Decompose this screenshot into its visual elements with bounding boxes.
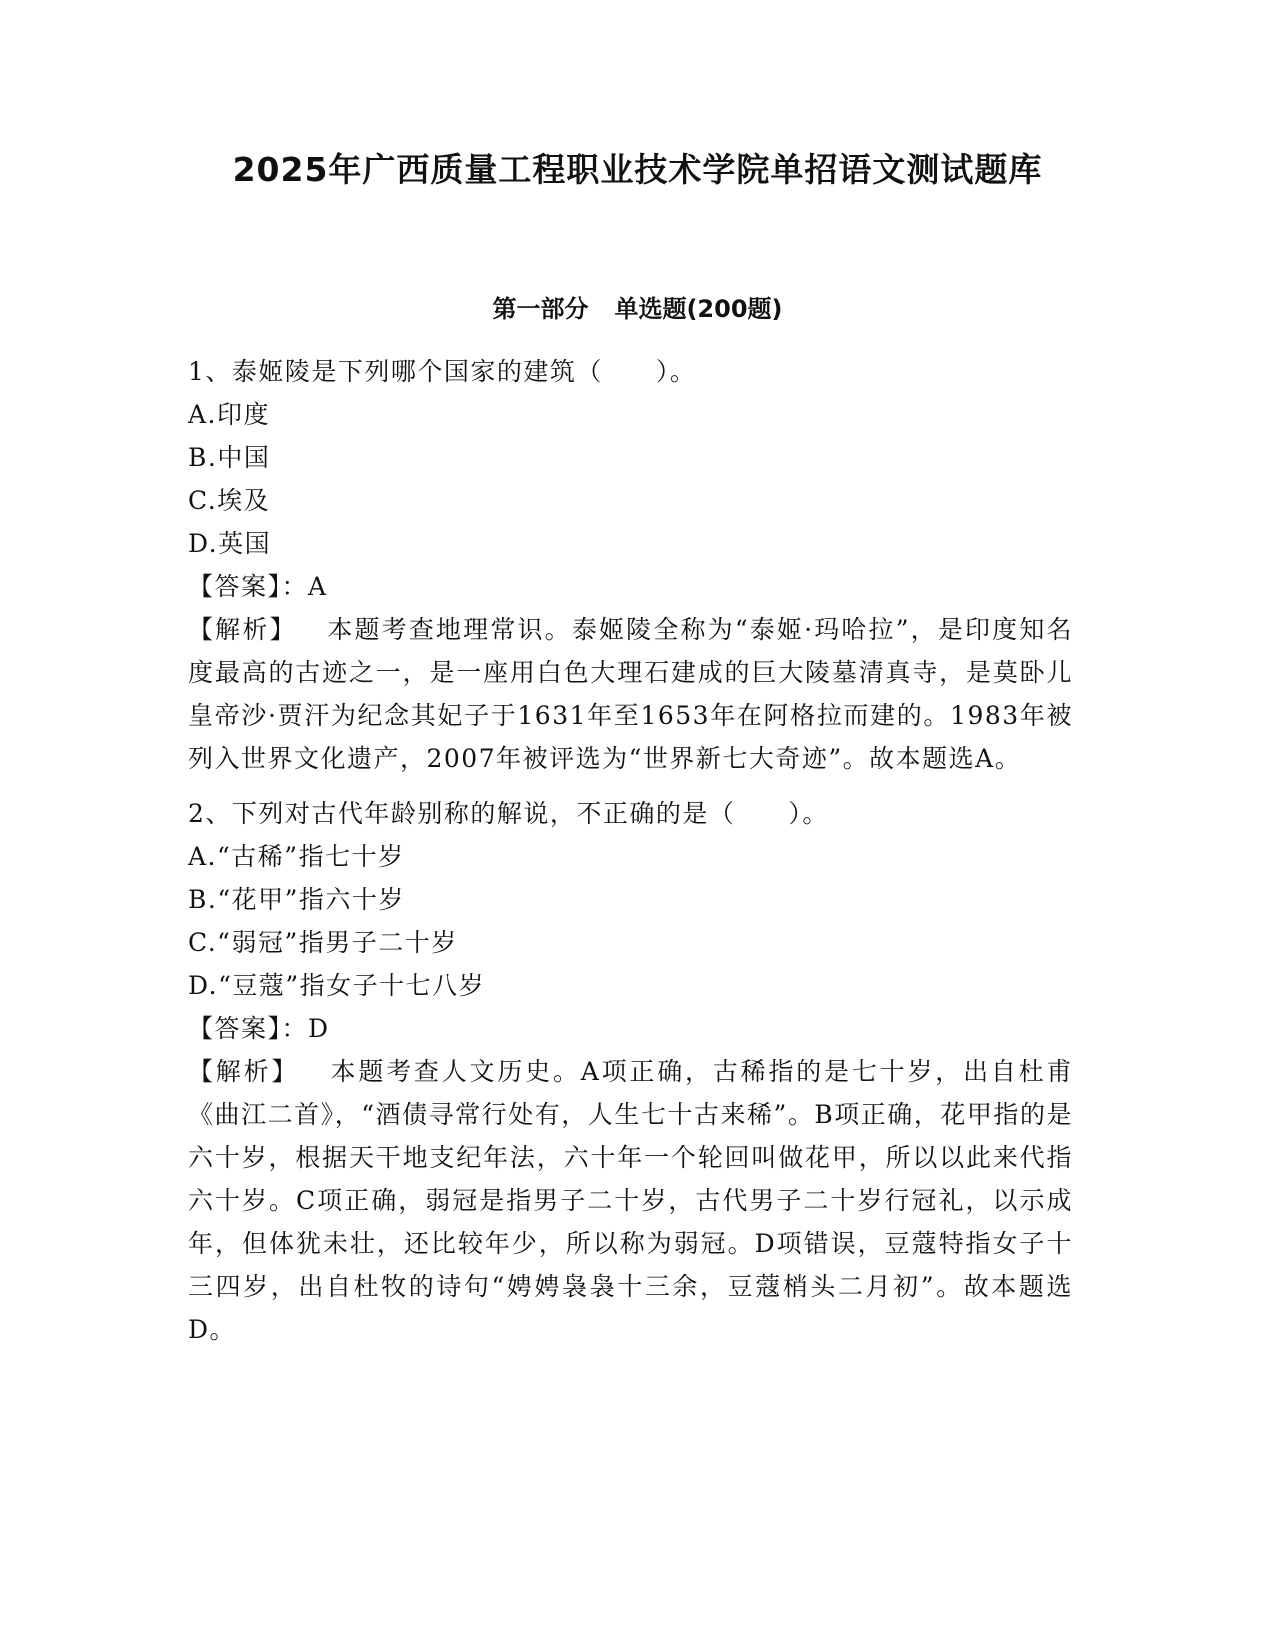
question-item — [188, 350, 1073, 780]
question-stem: 1、泰姬陵是下列哪个国家的建筑（ ）。 — [188, 357, 697, 386]
section-heading — [0, 292, 1275, 326]
section-name-label: 单选题(200题) — [614, 295, 783, 323]
question-stem: 2、下列对古代年龄别称的解说，不正确的是（ ）。 — [188, 799, 829, 828]
option-a: A.印度 — [188, 400, 271, 429]
option-b: B.中国 — [188, 443, 271, 472]
explanation-paragraph — [188, 608, 1073, 780]
question-item — [188, 792, 1073, 1351]
answer-line — [188, 1007, 1073, 1050]
answer-label: 【答案】： — [188, 1014, 309, 1043]
explanation-paragraph — [188, 1050, 1073, 1351]
answer-line — [188, 565, 1073, 608]
option-a: A.“古稀”指七十岁 — [188, 842, 405, 871]
question-list — [188, 350, 1073, 1351]
document-title: 2025年广西质量工程职业技术学院单招语文测试题库 — [232, 150, 1043, 189]
explanation-text: 本题考查人文历史。A项正确，古稀指的是七十岁，出自杜甫《曲江二首》，“酒债寻常行处有，人生七十古来稀”。B项正确，花甲指的是六十岁，根据天干地支纪年法，六十年一个轮回叫做花甲，所以以此来代指六十岁。C项正确，弱冠是指男子二十岁，古代男子二十岁行冠礼，以示成年，但体犹未壮，还比较年少，所以称为弱冠。D项错误，豆蔻特指女子十三四岁，出自杜牧的诗句“娉娉袅袅十三余，豆蔻梢头二月初”。故本题选D。 — [188, 1057, 1073, 1344]
section-part-label: 第一部分 — [492, 295, 589, 323]
option-d: D.“豆蔻”指女子十七八岁 — [188, 971, 486, 1000]
explanation-label: 【解析】 — [188, 615, 297, 644]
option-c: C.“弱冠”指男子二十岁 — [188, 928, 458, 957]
option-b: B.“花甲”指六十岁 — [188, 885, 405, 914]
answer-value: A — [308, 572, 328, 601]
explanation-text: 本题考查地理常识。泰姬陵全称为“泰姬·玛哈拉”，是印度知名度最高的古迹之一，是一座用白色大理石建成的巨大陵墓清真寺，是莫卧儿皇帝沙·贾汗为纪念其妃子于1631年至1653年在阿格拉而建的。1983年被列入世界文化遗产，2007年被评选为“世界新七大奇迹”。故本题选A。 — [188, 615, 1073, 773]
answer-label: 【答案】： — [188, 572, 309, 601]
answer-value: D — [308, 1014, 330, 1043]
option-d: D.英国 — [188, 529, 272, 558]
option-c: C.埃及 — [188, 486, 271, 515]
explanation-label: 【解析】 — [188, 1057, 300, 1086]
